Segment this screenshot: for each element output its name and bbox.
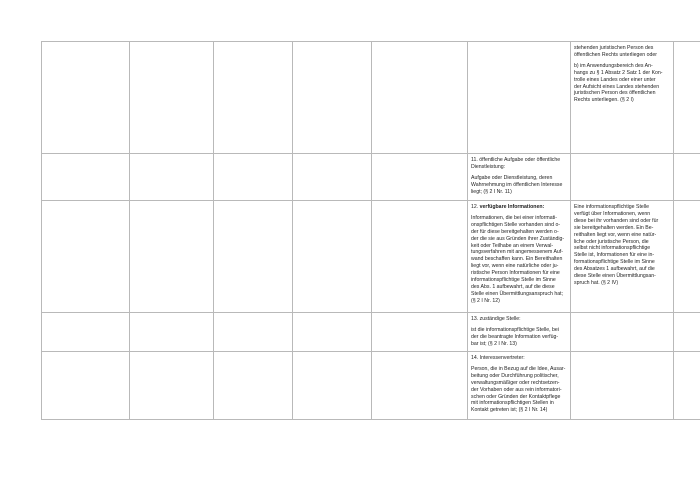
table-cell [372,154,468,201]
term-heading: 11. öffentliche Aufgabe oder öffentliche Dienstleistung: [471,157,561,170]
table-cell [674,154,700,201]
table-cell [293,201,372,313]
table-cell [214,201,293,313]
table-cell [468,201,571,313]
table-cell [42,201,130,313]
table-cell [372,42,468,154]
table-cell [130,201,214,313]
comparison-table [41,41,700,420]
term-definition: Aufgabe oder Dienstleistung, deren Wahrnehmung im öffentlichen Interesse liegt; (§ 2 I Nr. 11) [471,174,563,195]
table-cell [468,313,571,352]
table-cell [571,154,674,201]
table-cell [214,42,293,154]
table-cell [214,352,293,420]
cell-text: Eine informationspflichtige Stelle verfügt über Informationen, wenn diese bei ihr vorhanden sind oder für sie bereitgehalten werden. Ein Be- reithalten liegt vor, wenn eine natür- liche oder juristische Person, die selbst nicht informationspflichtige Stelle ist, Informationen für eine in- formationspflichtige Stelle im Sinne des Absatzes 1 aufbewahrt, auf die diese Stelle einen Übermittlungsan- spruch hat. (§ 2 IV) [574,204,659,286]
table-cell [674,201,700,313]
table-row [42,201,700,313]
table-cell [372,201,468,313]
table-cell [130,154,214,201]
table-cell [130,352,214,420]
table-cell [674,352,700,420]
table-cell [674,42,700,154]
table-cell [293,352,372,420]
term-definition: Informationen, die bei einer informati- onspflichtigen Stelle vorhanden sind o- der für diese bereitgehalten werden o- der die sie aus Gründen ihrer Zuständig- keit oder Teilhabe an einem Verwal- tungsverfahren mit angemessenem Auf- wand beschaffen kann. Ein Bereithalten liegt vor, wenn eine natürliche oder ju- ristische Person Informationen für eine informationspflichtige Stelle im Sinne des Abs. 1 aufbewahrt, auf die diese Stelle einen Übermittlungsanspruch hat; (§ 2 I Nr. 12) [471,214,565,304]
table-cell [293,313,372,352]
table-cell [214,313,293,352]
table-cell [571,201,674,313]
table-cell [571,313,674,352]
cell-text: b) im Anwendungsbereich des An- hangs zu § 1 Absatz 2 Satz 1 der Kon- trolle eines Landes oder einer unter der Aufsicht eines Landes stehenden juristischen Person des öffentlichen Rechts unterliegen. (§ 2 I) [574,62,663,104]
table-cell [130,313,214,352]
table-cell [468,154,571,201]
term-heading [471,204,567,211]
term-heading: 13. zuständige Stelle: [471,316,521,322]
table-cell [372,352,468,420]
table-row [42,313,700,352]
term-definition: ist die informationspflichtige Stelle, bei der die beantragte Information verfüg- bar ist; (§ 2 I Nr. 13) [471,326,559,347]
table-row [42,42,700,154]
table-cell [372,313,468,352]
table-cell [468,42,571,154]
term-title: verfügbare Informationen: [479,204,545,210]
table-cell [468,352,571,420]
table-cell [674,313,700,352]
term-heading: 14. Interessenvertreter: [471,355,525,361]
table-cell [42,154,130,201]
table-cell [42,42,130,154]
table-cell [42,313,130,352]
table-row [42,352,700,420]
table-row [42,154,700,201]
table-cell [571,352,674,420]
table-cell [130,42,214,154]
table-cell [293,42,372,154]
cell-text: stehenden juristischen Person des öffentlichen Rechts unterliegen oder [574,45,657,58]
term-definition: Person, die in Bezug auf die Idee, Ausar- beitung oder Durchführung politischer, verwaltungsmäßiger oder rechtsetzen- der Vorhaben oder aus rein informatori- schen oder Gründen der Kontaktpflege mit informationspflichtigen Stellen in Kontakt getreten ist; (§ 2 I Nr. 14) [471,365,566,414]
term-number: 12. [471,204,480,210]
table-cell [293,154,372,201]
table-cell [571,42,674,154]
table-cell [214,154,293,201]
table-cell [42,352,130,420]
